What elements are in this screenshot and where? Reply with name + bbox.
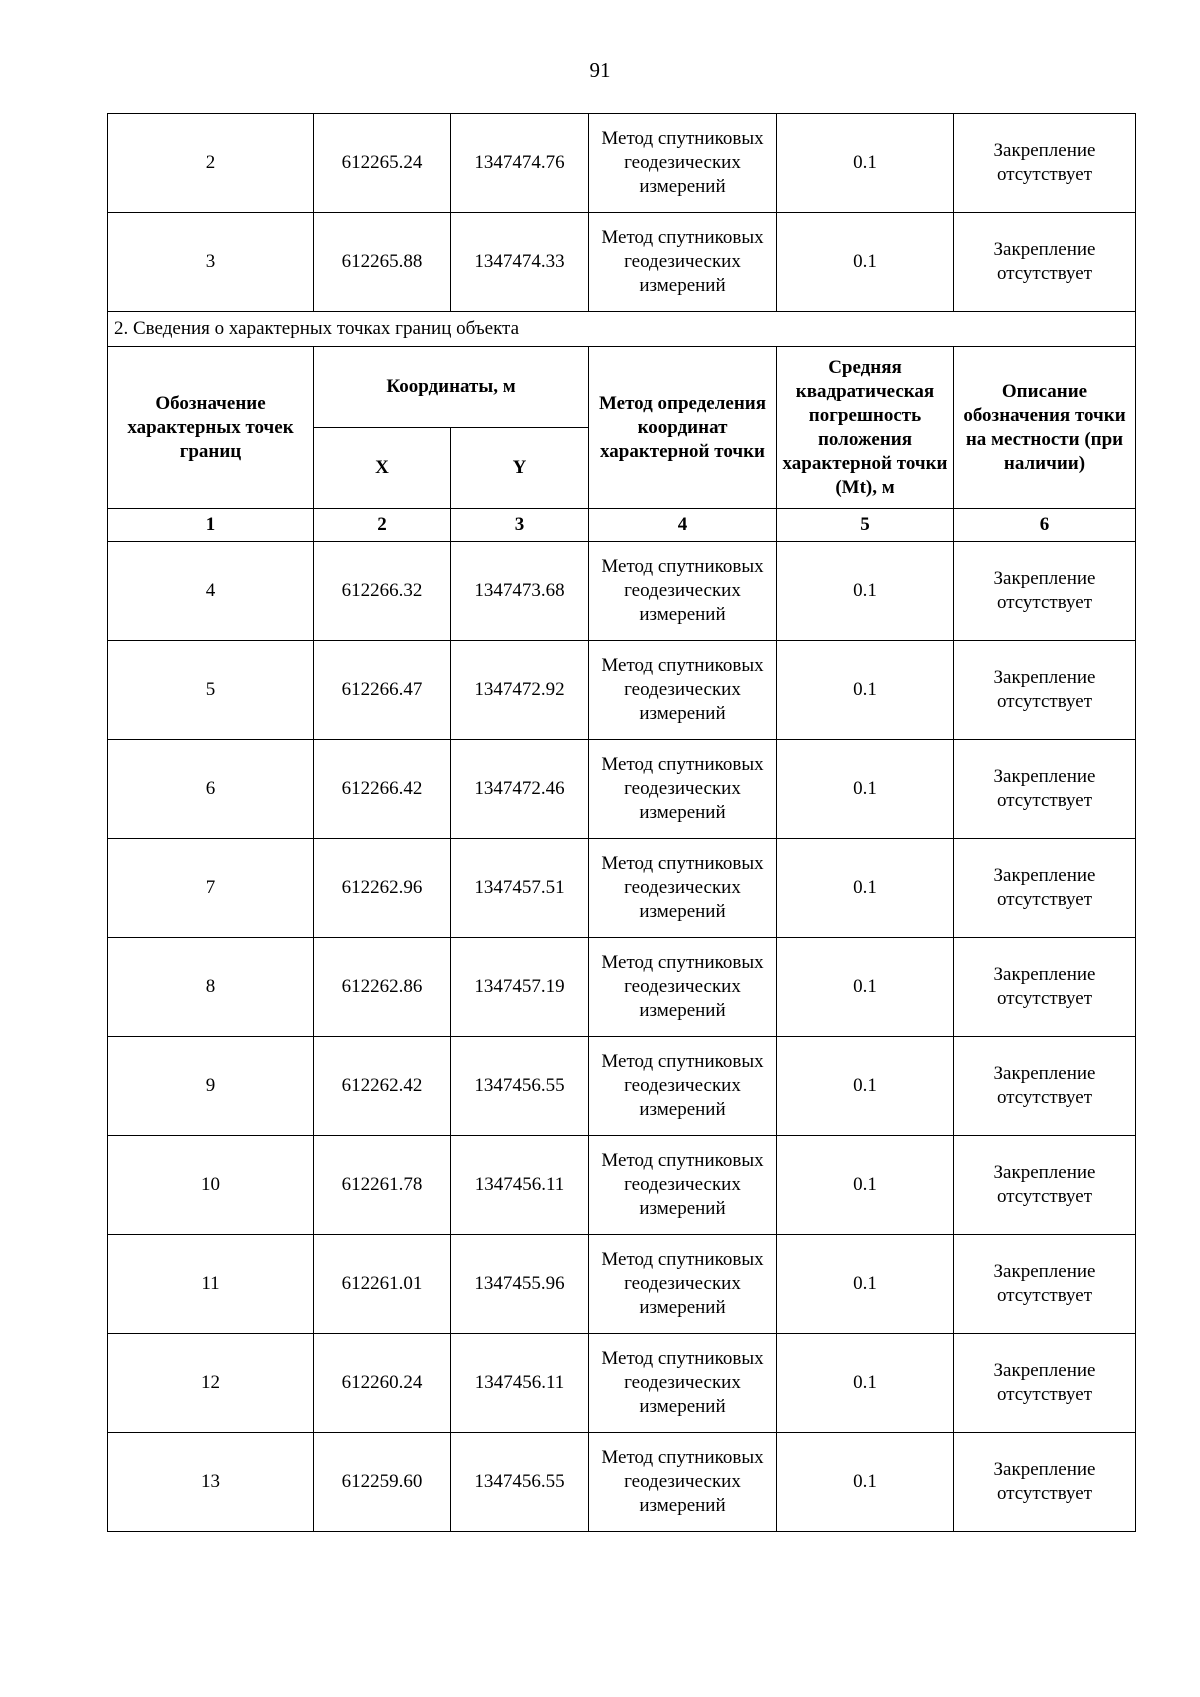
coord-y: 1347456.11	[451, 1334, 589, 1433]
coord-x: 612260.24	[314, 1334, 451, 1433]
table-row	[108, 1433, 1136, 1532]
method-cell: Метод спутниковых геодезических измерений	[589, 839, 777, 938]
coord-y: 1347472.46	[451, 740, 589, 839]
description-cell: Закрепление отсутствует	[954, 1136, 1136, 1235]
error-cell: 0.1	[777, 1433, 954, 1532]
coord-y: 1347473.68	[451, 542, 589, 641]
point-id: 10	[108, 1136, 314, 1235]
method-cell: Метод спутниковых геодезических измерений	[589, 641, 777, 740]
column-number-row	[108, 509, 1136, 542]
table-row	[108, 938, 1136, 1037]
description-cell: Закрепление отсутствует	[954, 938, 1136, 1037]
page-number: 91	[589, 58, 611, 82]
description-cell: Закрепление отсутствует	[954, 1235, 1136, 1334]
description-cell: Закрепление отсутствует	[954, 641, 1136, 740]
coord-x: 612262.86	[314, 938, 451, 1037]
coord-x: 612266.47	[314, 641, 451, 740]
table-row	[108, 114, 1136, 213]
header-coordinates: Координаты, м	[314, 347, 589, 428]
point-id: 11	[108, 1235, 314, 1334]
error-cell: 0.1	[777, 740, 954, 839]
header-method: Метод определения координат характерной точки	[589, 347, 777, 509]
point-id: 7	[108, 839, 314, 938]
column-number: 2	[314, 509, 451, 542]
coord-x: 612265.88	[314, 213, 451, 312]
column-number: 1	[108, 509, 314, 542]
header-x: X	[314, 428, 451, 509]
section-row	[108, 312, 1136, 347]
table-row	[108, 641, 1136, 740]
table-row	[108, 213, 1136, 312]
coord-x: 612266.32	[314, 542, 451, 641]
point-id: 6	[108, 740, 314, 839]
method-cell: Метод спутниковых геодезических измерений	[589, 542, 777, 641]
table-row	[108, 1235, 1136, 1334]
header-designation: Обозначение характерных точек границ	[108, 347, 314, 509]
method-cell: Метод спутниковых геодезических измерений	[589, 740, 777, 839]
point-id: 9	[108, 1037, 314, 1136]
section-title: 2. Сведения о характерных точках границ объекта	[108, 312, 1136, 347]
coord-x: 612261.01	[314, 1235, 451, 1334]
method-cell: Метод спутниковых геодезических измерений	[589, 938, 777, 1037]
coord-y: 1347457.51	[451, 839, 589, 938]
point-id: 4	[108, 542, 314, 641]
boundary-points-table	[107, 113, 1136, 1532]
description-cell: Закрепление отсутствует	[954, 114, 1136, 213]
method-cell: Метод спутниковых геодезических измерений	[589, 1037, 777, 1136]
coord-x: 612262.96	[314, 839, 451, 938]
description-cell: Закрепление отсутствует	[954, 1037, 1136, 1136]
description-cell: Закрепление отсутствует	[954, 740, 1136, 839]
table-row	[108, 1037, 1136, 1136]
error-cell: 0.1	[777, 839, 954, 938]
header-row-1	[108, 347, 1136, 428]
table-row	[108, 1334, 1136, 1433]
error-cell: 0.1	[777, 641, 954, 740]
error-cell: 0.1	[777, 938, 954, 1037]
header-description: Описание обозначения точки на местности (при наличии)	[954, 347, 1136, 509]
description-cell: Закрепление отсутствует	[954, 1334, 1136, 1433]
point-id: 12	[108, 1334, 314, 1433]
coord-x: 612266.42	[314, 740, 451, 839]
header-y: Y	[451, 428, 589, 509]
description-cell: Закрепление отсутствует	[954, 839, 1136, 938]
point-id: 3	[108, 213, 314, 312]
coord-y: 1347457.19	[451, 938, 589, 1037]
error-cell: 0.1	[777, 1334, 954, 1433]
method-cell: Метод спутниковых геодезических измерений	[589, 114, 777, 213]
point-id: 5	[108, 641, 314, 740]
point-id: 2	[108, 114, 314, 213]
error-cell: 0.1	[777, 114, 954, 213]
method-cell: Метод спутниковых геодезических измерений	[589, 1235, 777, 1334]
column-number: 4	[589, 509, 777, 542]
description-cell: Закрепление отсутствует	[954, 542, 1136, 641]
coord-x: 612265.24	[314, 114, 451, 213]
coord-y: 1347455.96	[451, 1235, 589, 1334]
coord-x: 612261.78	[314, 1136, 451, 1235]
error-cell: 0.1	[777, 1037, 954, 1136]
coord-y: 1347456.11	[451, 1136, 589, 1235]
coord-y: 1347474.33	[451, 213, 589, 312]
table-row	[108, 542, 1136, 641]
coord-x: 612259.60	[314, 1433, 451, 1532]
coord-y: 1347456.55	[451, 1037, 589, 1136]
header-error: Средняя квадратическая погрешность положения характерной точки (Mt), м	[777, 347, 954, 509]
coord-y: 1347456.55	[451, 1433, 589, 1532]
coord-y: 1347474.76	[451, 114, 589, 213]
column-number: 5	[777, 509, 954, 542]
error-cell: 0.1	[777, 1235, 954, 1334]
description-cell: Закрепление отсутствует	[954, 1433, 1136, 1532]
method-cell: Метод спутниковых геодезических измерений	[589, 1433, 777, 1532]
rows-main	[108, 542, 1136, 1532]
method-cell: Метод спутниковых геодезических измерений	[589, 213, 777, 312]
error-cell: 0.1	[777, 1136, 954, 1235]
error-cell: 0.1	[777, 213, 954, 312]
error-cell: 0.1	[777, 542, 954, 641]
coord-x: 612262.42	[314, 1037, 451, 1136]
table-row	[108, 740, 1136, 839]
method-cell: Метод спутниковых геодезических измерений	[589, 1334, 777, 1433]
section-header	[108, 312, 1136, 542]
point-id: 13	[108, 1433, 314, 1532]
description-cell: Закрепление отсутствует	[954, 213, 1136, 312]
method-cell: Метод спутниковых геодезических измерений	[589, 1136, 777, 1235]
column-number: 3	[451, 509, 589, 542]
column-number: 6	[954, 509, 1136, 542]
table-row	[108, 839, 1136, 938]
coord-y: 1347472.92	[451, 641, 589, 740]
table-row	[108, 1136, 1136, 1235]
rows-before	[108, 114, 1136, 312]
point-id: 8	[108, 938, 314, 1037]
